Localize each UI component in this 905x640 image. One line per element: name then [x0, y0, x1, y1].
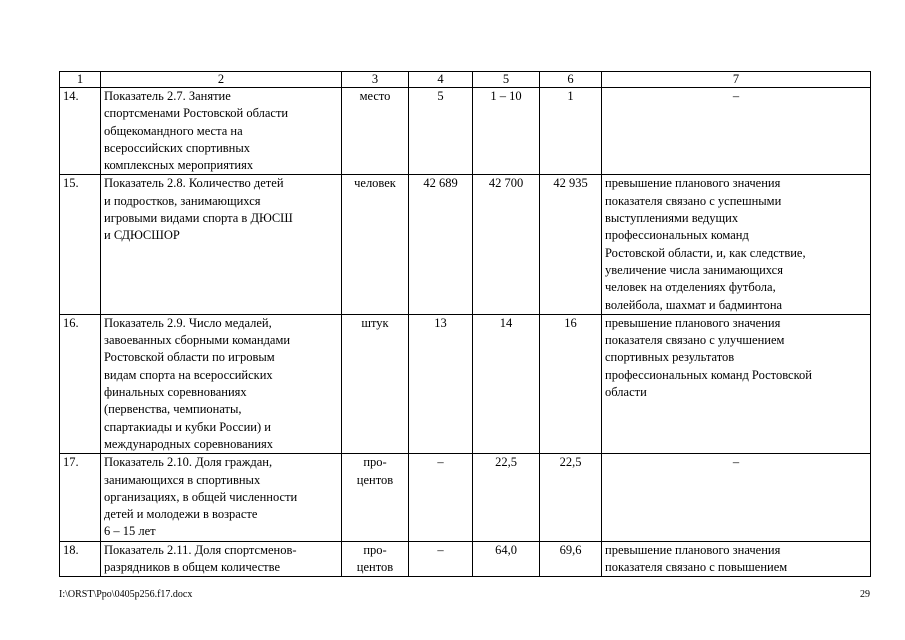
column-header: 5	[473, 72, 540, 88]
row-number: 17.	[60, 454, 101, 541]
note-cell: –	[602, 454, 871, 541]
value-cell-4: 13	[409, 314, 473, 453]
note-cell: превышение планового значения показателя связано с улучшением спортивных результатов профессиональных команд Ростовской области	[602, 314, 871, 453]
value-cell-4: 42 689	[409, 175, 473, 314]
table-row	[60, 314, 871, 453]
unit-cell: про- центов	[342, 454, 409, 541]
value-cell-6: 16	[540, 314, 602, 453]
note-cell: превышение планового значения показателя связано с успешными выступлениями ведущих профессиональных команд Ростовской области, и, как следствие, увеличение числа занимающихся человек на отделениях футбола, волейбола, шахмат и бадминтона	[602, 175, 871, 314]
column-header: 6	[540, 72, 602, 88]
unit-cell: человек	[342, 175, 409, 314]
table-row	[60, 175, 871, 314]
indicator-cell: Показатель 2.9. Число медалей, завоеванных сборными командами Ростовской области по игровым видам спорта на всероссийских финальных соревнованиях (первенства, чемпионаты, спартакиады и кубки России) и международных соревнованиях	[101, 314, 342, 453]
row-number: 16.	[60, 314, 101, 453]
value-cell-5: 64,0	[473, 541, 540, 577]
indicator-cell: Показатель 2.10. Доля граждан, занимающихся в спортивных организациях, в общей численности детей и молодежи в возрасте 6 – 15 лет	[101, 454, 342, 541]
unit-cell: место	[342, 88, 409, 175]
column-header: 4	[409, 72, 473, 88]
row-number: 14.	[60, 88, 101, 175]
note-cell: превышение планового значения показателя связано с повышением	[602, 541, 871, 577]
value-cell-5: 42 700	[473, 175, 540, 314]
value-cell-5: 22,5	[473, 454, 540, 541]
unit-cell: про- центов	[342, 541, 409, 577]
column-header: 3	[342, 72, 409, 88]
column-header: 2	[101, 72, 342, 88]
page-number: 29	[860, 589, 870, 600]
value-cell-4: 5	[409, 88, 473, 175]
unit-cell: штук	[342, 314, 409, 453]
value-cell-6: 69,6	[540, 541, 602, 577]
row-number: 15.	[60, 175, 101, 314]
table-row	[60, 88, 871, 175]
indicator-cell: Показатель 2.8. Количество детей и подростков, занимающихся игровыми видами спорта в ДЮСШ и СДЮСШОР	[101, 175, 342, 314]
value-cell-5: 14	[473, 314, 540, 453]
value-cell-4: –	[409, 541, 473, 577]
row-number: 18.	[60, 541, 101, 577]
table-row	[60, 541, 871, 577]
column-header: 1	[60, 72, 101, 88]
value-cell-6: 42 935	[540, 175, 602, 314]
value-cell-5: 1 – 10	[473, 88, 540, 175]
footer-file-path: I:\ORST\Ppo\0405p256.f17.docx	[59, 589, 193, 600]
report-table	[59, 71, 871, 577]
value-cell-6: 22,5	[540, 454, 602, 541]
indicator-cell: Показатель 2.7. Занятие спортсменами Ростовской области общекомандного места на всероссийских спортивных комплексных мероприятиях	[101, 88, 342, 175]
value-cell-6: 1	[540, 88, 602, 175]
column-header: 7	[602, 72, 871, 88]
value-cell-4: –	[409, 454, 473, 541]
table-row	[60, 454, 871, 541]
header-row	[60, 72, 871, 88]
indicator-cell: Показатель 2.11. Доля спортсменов- разрядников в общем количестве	[101, 541, 342, 577]
note-cell: –	[602, 88, 871, 175]
